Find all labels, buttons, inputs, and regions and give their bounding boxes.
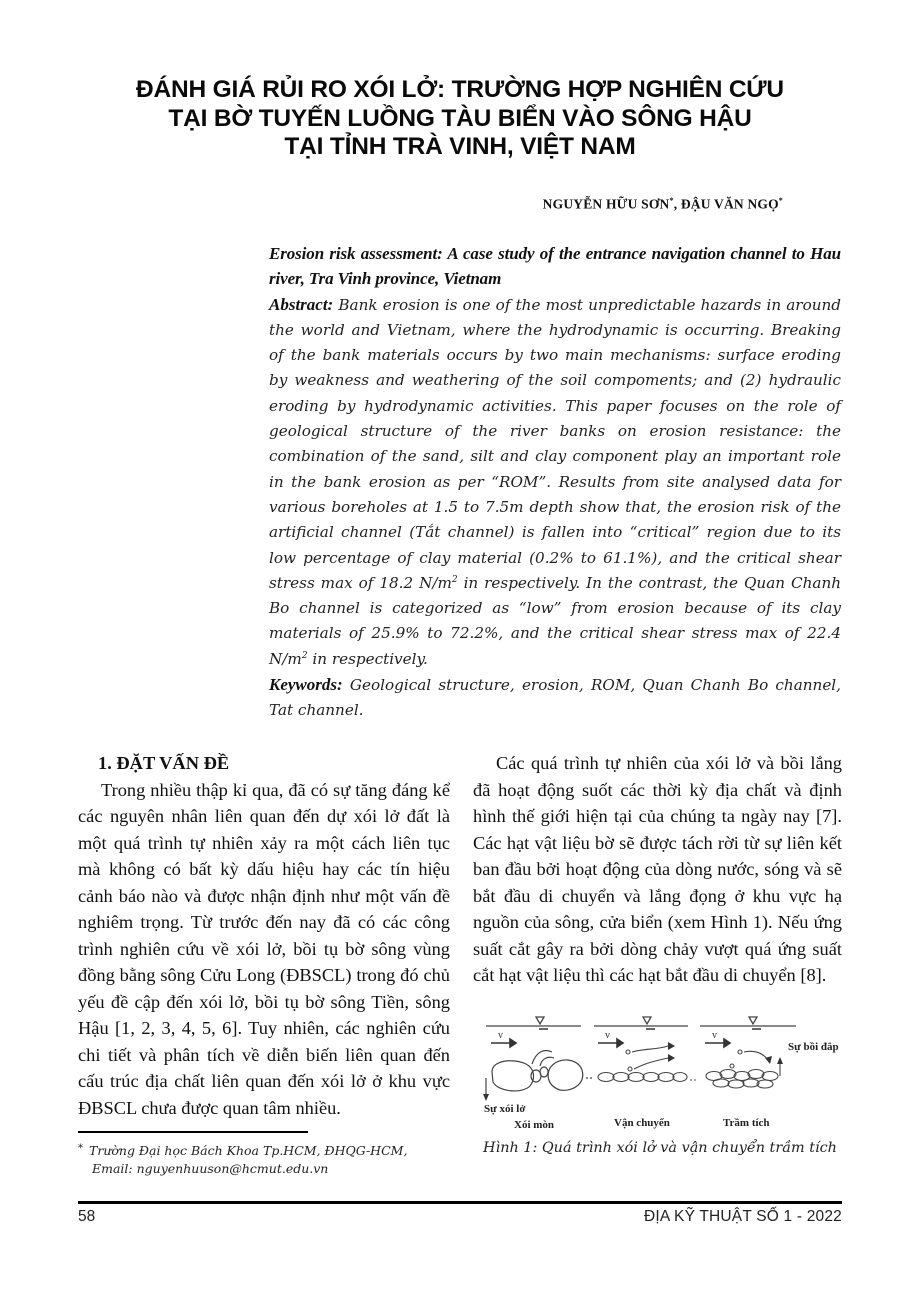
abstract-paragraph bbox=[269, 292, 841, 672]
superscript: 2 bbox=[451, 574, 458, 585]
affiliation-footnote bbox=[78, 1140, 458, 1178]
svg-text:v: v bbox=[712, 1030, 717, 1041]
keywords-label: Keywords: bbox=[269, 675, 343, 695]
abstract-text: in respectively. In the contrast, the Quan Chanh Bo channel is categorized as “low” from erosion because of its clay materials of 25.9% to 72.2%, and the critical shear stress max of 22.4 N/m bbox=[269, 573, 842, 668]
title-line-3: TẠI TỈNH TRÀ VINH, VIỆT NAM bbox=[284, 133, 636, 160]
footnote-mark: * bbox=[78, 1143, 83, 1154]
paper-title bbox=[80, 76, 840, 162]
panel-label-transport: Vận chuyển bbox=[614, 1117, 670, 1129]
author-name: ĐẬU VĂN NGỌ bbox=[680, 196, 779, 212]
title-line-2: TẠI BỜ TUYẾN LUỒNG TÀU BIỂN VÀO SÔNG HẬU bbox=[168, 104, 752, 132]
svg-text:v: v bbox=[605, 1030, 610, 1041]
right-column bbox=[473, 750, 842, 989]
abstract-label: Abstract: bbox=[269, 294, 334, 314]
affiliation-text: Trường Đại học Bách Khoa Tp.HCM, ĐHQG-HCM, bbox=[89, 1143, 408, 1158]
body-paragraph: Các quá trình tự nhiên của xói lở và bồi lắng đã hoạt động suốt các thời kỳ địa chất và định hình thế giới hiện tại của chúng ta ngày nay [7]. Các hạt vật liệu bờ sẽ được tách rời từ sự liên kết ban đầu bởi hoạt động của dòng nước, sóng và sẽ bắt đầu di chuyển và lắng đọng ở khu vực hạ nguồn của sông, cửa biển (xem Hình 1). Nếu ứng suất cắt gây ra bởi dòng chảy vượt quá ứng suất cắt hạt vật liệu thì các hạt bắt đầu di chuyển [8]. bbox=[473, 753, 842, 985]
abstract-text: in respectively. bbox=[307, 649, 428, 668]
journal-issue: ĐỊA KỸ THUẬT SỐ 1 - 2022 bbox=[643, 1208, 842, 1225]
author-separator: , bbox=[673, 196, 681, 212]
footer-divider bbox=[78, 1201, 842, 1204]
keywords-text: Geological structure, erosion, ROM, Quan Chanh Bo channel, Tat channel. bbox=[269, 676, 841, 720]
body-paragraph: Trong nhiều thập kỉ qua, đã có sự tăng đáng kể các nguyên nhân liên quan đến dự xói lở đất là một quá trình tự nhiên xảy ra một cách liên tục mà không có bất kỳ dấu hiệu hay các tín hiệu cảnh báo nào và được nhận định như một vấn đề nghiêm trọng. Từ trước đến nay đã có các công trình nghiên cứu về xói lở, bồi tụ bờ sông vùng đồng bằng sông Cửu Long (ĐBSCL) trong đó chủ yếu đề cập đến xói lở, bồi tụ bờ sông Tiền, sông Hậu [1, 2, 3, 4, 5, 6]. Tuy nhiên, các nghiên cứu chi tiết và phân tích về diễn biến liên quan đến cấu trúc địa chất liên quan đến xói lở ở khu vực ĐBSCL chưa được quan tâm nhiều. bbox=[78, 779, 450, 1118]
svg-text:v: v bbox=[498, 1030, 503, 1041]
affiliation-mark: * bbox=[778, 196, 783, 205]
footnote-divider bbox=[78, 1131, 308, 1133]
english-title: Erosion risk assessment: A case study of the entrance navigation channel to Hau river, Tra Vinh province, Vietnam bbox=[269, 244, 841, 289]
english-abstract bbox=[269, 241, 841, 724]
panel-label-erosion: Xói mòn bbox=[514, 1119, 555, 1130]
erosion-annotation: Sự xói lở bbox=[484, 1103, 526, 1115]
left-column bbox=[78, 750, 450, 1121]
figure-caption: Hình 1: Quá trình xói lở và vận chuyển trầm tích bbox=[483, 1140, 837, 1156]
panel-label-sediment: Trầm tích bbox=[723, 1117, 770, 1129]
section-heading: 1. ĐẶT VẤN ĐỀ bbox=[98, 753, 230, 773]
keywords-paragraph bbox=[269, 672, 841, 724]
erosion-transport-diagram bbox=[478, 1000, 842, 1130]
abstract-text: Bank erosion is one of the most unpredictable hazards in around the world and Vietnam, where the hydrodynamic is occurring. Breaking of the bank materials occurs by two main mechanisms: surface eroding by weakness and weathering of the soil compoments; and (2) hydraulic eroding by hydrodynamic activities. This paper focuses on the role of geological structure of the river banks on erosion resistance: the combination of the sand, silt and clay component play an important role in the bank erosion as per “ROM”. Results from site analysed data for various boreholes at 1.5 to 7.5m depth show that, the erosion risk of the artificial channel (Tắt channel) is fallen into “critical” region due to its low percentage of clay material (0.2% to 61.1%), and the critical shear stress max of 18.2 N/m bbox=[269, 295, 841, 592]
title-line-1: ĐÁNH GIÁ RỦI RO XÓI LỞ: TRƯỜNG HỢP NGHIÊN CỨU bbox=[136, 76, 784, 103]
page-number: 58 bbox=[78, 1208, 96, 1225]
figure-erosion-diagram bbox=[478, 1000, 842, 1130]
superscript: 2 bbox=[301, 650, 308, 661]
author-list bbox=[543, 196, 783, 213]
email-text: Email: nguyenhuuson@hcmut.edu.vn bbox=[92, 1161, 329, 1176]
deposition-annotation: Sự bồi đắp bbox=[788, 1041, 839, 1053]
affiliation-mark: * bbox=[669, 196, 674, 205]
author-name: NGUYỄN HỮU SƠN bbox=[542, 196, 670, 212]
